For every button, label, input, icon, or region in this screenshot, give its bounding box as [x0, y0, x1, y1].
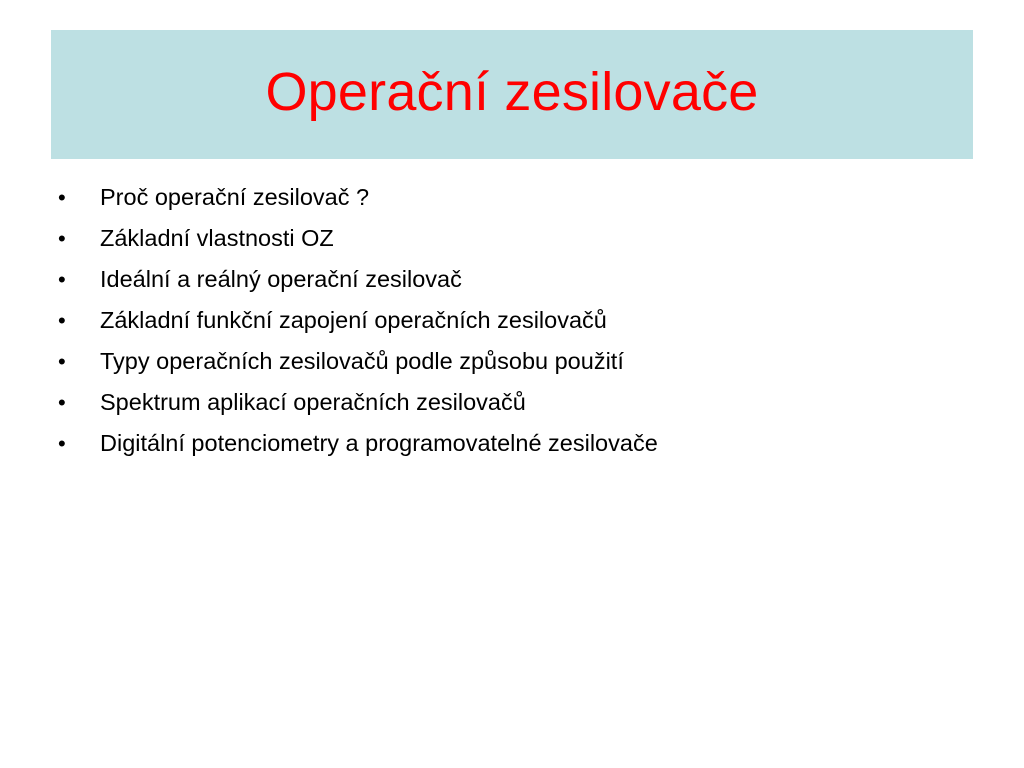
slide-title: Operační zesilovače	[265, 61, 759, 122]
bullet-marker: •	[58, 226, 66, 251]
bullet-text: Proč operační zesilovač ?	[100, 184, 370, 210]
bullet-text: Základní funkční zapojení operačních zesilovačů	[100, 307, 607, 333]
bullet-item	[58, 430, 658, 471]
bullet-item	[58, 225, 658, 266]
bullet-marker: •	[58, 390, 66, 415]
bullet-text: Ideální a reálný operační zesilovač	[100, 266, 462, 292]
bullet-item	[58, 389, 658, 430]
bullet-marker: •	[58, 349, 66, 374]
bullet-marker: •	[58, 185, 66, 210]
bullet-item	[58, 348, 658, 389]
bullet-item	[58, 307, 658, 348]
bullet-item	[58, 266, 658, 307]
bullet-marker: •	[58, 267, 66, 292]
bullet-list	[58, 184, 658, 471]
bullet-marker: •	[58, 431, 66, 456]
bullet-text: Základní vlastnosti OZ	[100, 225, 334, 251]
bullet-text: Spektrum aplikací operačních zesilovačů	[100, 389, 526, 415]
bullet-item	[58, 184, 658, 225]
bullet-text: Typy operačních zesilovačů podle způsobu použití	[100, 348, 624, 374]
bullet-text: Digitální potenciometry a programovatelné zesilovače	[100, 430, 658, 456]
bullet-marker: •	[58, 308, 66, 333]
title-banner	[51, 30, 973, 159]
